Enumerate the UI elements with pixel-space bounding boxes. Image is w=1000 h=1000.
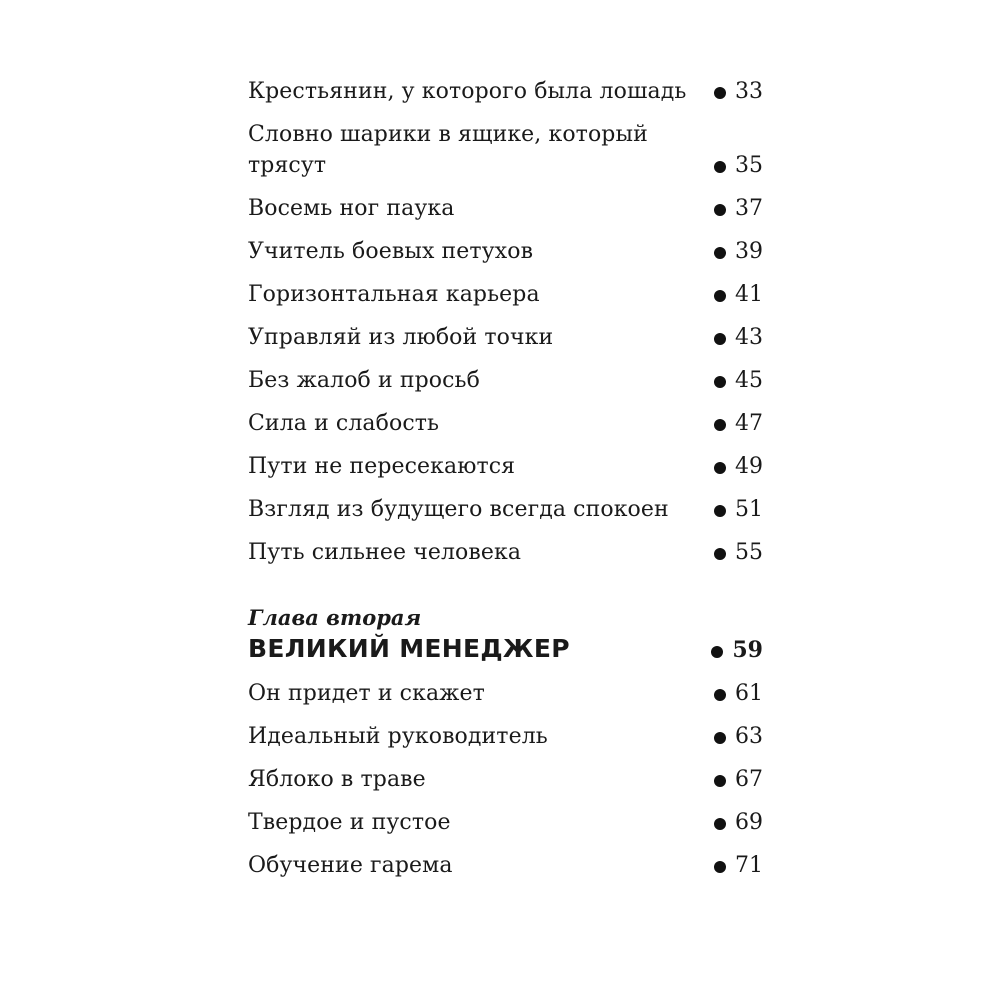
toc-entry[interactable] <box>248 494 763 525</box>
page-number: 61 <box>735 681 763 706</box>
toc-entry[interactable] <box>248 76 763 107</box>
toc-entry-title: Идеальный руководитель <box>248 724 548 749</box>
page-number: 51 <box>735 497 763 522</box>
toc-entry-title: Яблоко в траве <box>248 767 426 792</box>
toc-entry[interactable] <box>248 236 763 267</box>
bullet-icon <box>714 247 726 259</box>
bullet-icon <box>714 419 726 431</box>
toc-entry[interactable] <box>248 408 763 439</box>
toc-entry[interactable] <box>248 807 763 838</box>
bullet-icon <box>714 505 726 517</box>
bullet-icon <box>714 87 726 99</box>
page-number: 59 <box>732 637 763 663</box>
toc-entry-page <box>701 764 763 795</box>
page-number: 71 <box>735 853 763 878</box>
page-number: 55 <box>735 540 763 565</box>
bullet-icon <box>714 376 726 388</box>
toc-entry-title: Восемь ног паука <box>248 196 455 221</box>
toc-entry-page <box>701 721 763 752</box>
page-number: 37 <box>735 196 763 221</box>
bullet-icon <box>714 689 726 701</box>
page-number: 67 <box>735 767 763 792</box>
bullet-icon <box>714 333 726 345</box>
toc-entry-title: Без жалоб и просьб <box>248 368 480 393</box>
toc-entry-page <box>701 494 763 525</box>
toc-entry-title: Твердое и пустое <box>248 810 451 835</box>
toc-entry-page <box>701 193 763 224</box>
page-number: 39 <box>735 239 763 264</box>
toc-entry[interactable] <box>248 850 763 881</box>
toc-entry-page <box>701 850 763 881</box>
toc-entry[interactable] <box>248 322 763 353</box>
toc-entry-title: Взгляд из будущего всегда спокоен <box>248 497 669 522</box>
page-number: 33 <box>735 79 763 104</box>
toc-entry-title: Сила и слабость <box>248 411 440 436</box>
toc-entry-page <box>701 678 763 709</box>
page-number: 69 <box>735 810 763 835</box>
chapter-label: Глава вторая <box>248 605 422 630</box>
toc-entry-title: Обучение гарема <box>248 853 453 878</box>
toc-entry-title: Управляй из любой точки <box>248 325 554 350</box>
bullet-icon <box>714 732 726 744</box>
toc-entry[interactable] <box>248 764 763 795</box>
toc-entry-title: Горизонтальная карьера <box>248 282 540 307</box>
toc-entry[interactable] <box>248 678 763 709</box>
toc-entry[interactable] <box>248 193 763 224</box>
bullet-icon <box>714 462 726 474</box>
bullet-icon <box>714 818 726 830</box>
toc-entry-page <box>701 76 763 107</box>
page-number: 41 <box>735 282 763 307</box>
chapter-heading-entry[interactable] <box>248 632 763 666</box>
bullet-icon <box>714 290 726 302</box>
toc-entry[interactable] <box>248 537 763 568</box>
table-of-contents <box>248 76 763 893</box>
toc-entry-title: Он придет и скажет <box>248 681 485 706</box>
toc-entry-page <box>701 451 763 482</box>
bullet-icon <box>714 548 726 560</box>
page-number: 35 <box>735 153 763 178</box>
toc-entry-page <box>701 635 763 666</box>
bullet-icon <box>714 861 726 873</box>
toc-entry-title: Учитель боевых петухов <box>248 239 534 264</box>
toc-entry-title: Словно шарики в ящике, который трясут <box>248 122 648 178</box>
toc-entry-page <box>701 365 763 396</box>
chapter-title: ВЕЛИКИЙ МЕНЕДЖЕР <box>248 634 570 663</box>
page-number: 63 <box>735 724 763 749</box>
toc-entry-page <box>701 322 763 353</box>
bullet-icon <box>714 204 726 216</box>
bullet-icon <box>711 646 723 658</box>
page-number: 49 <box>735 454 763 479</box>
toc-entry-page <box>701 408 763 439</box>
toc-entry-title: Пути не пересекаются <box>248 454 516 479</box>
toc-entry-page <box>701 807 763 838</box>
toc-entry[interactable] <box>248 721 763 752</box>
page-number: 47 <box>735 411 763 436</box>
toc-entry[interactable] <box>248 451 763 482</box>
toc-entry[interactable] <box>248 365 763 396</box>
page-number: 43 <box>735 325 763 350</box>
toc-entry[interactable] <box>248 119 763 181</box>
page-number: 45 <box>735 368 763 393</box>
toc-entry-page <box>701 150 763 181</box>
toc-entry-page <box>701 537 763 568</box>
bullet-icon <box>714 161 726 173</box>
toc-entry-page <box>701 236 763 267</box>
toc-entry-page <box>701 279 763 310</box>
toc-entry[interactable] <box>248 279 763 310</box>
toc-entry-title: Крестьянин, у которого была лошадь <box>248 79 687 104</box>
toc-entry-title: Путь сильнее человека <box>248 540 522 565</box>
bullet-icon <box>714 775 726 787</box>
